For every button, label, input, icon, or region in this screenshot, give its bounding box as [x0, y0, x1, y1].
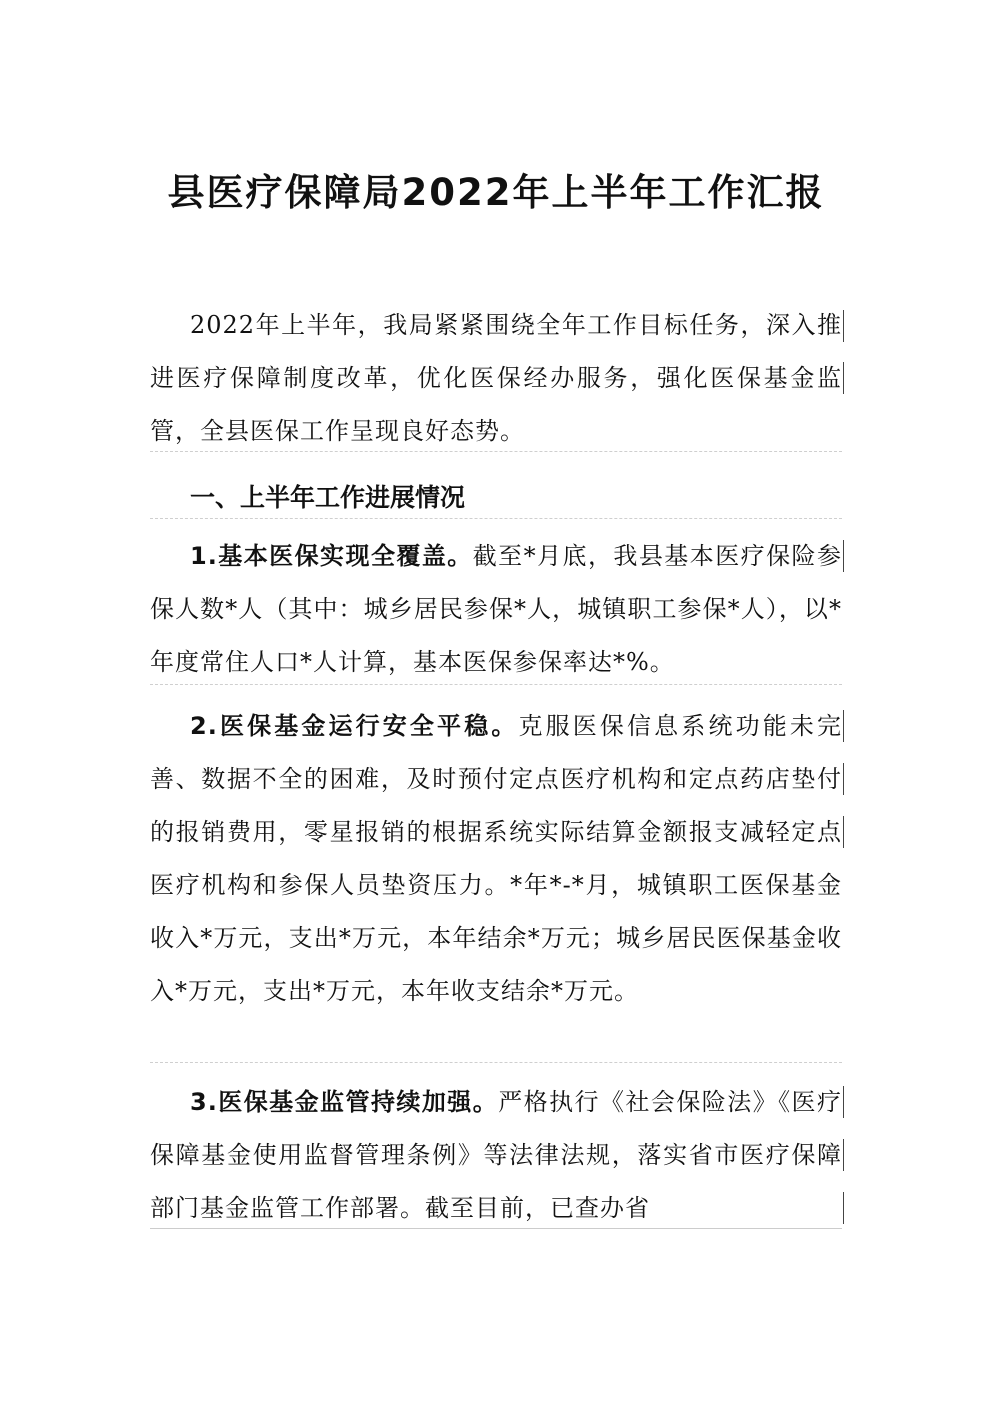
item-2-lead: 2.医保基金运行安全平稳。: [190, 712, 519, 740]
page-title: 县医疗保障局2022年上半年工作汇报: [167, 171, 825, 214]
line-separator: [150, 1062, 842, 1063]
section-heading: 一、上半年工作进展情况: [190, 483, 466, 512]
line-separator: [150, 684, 842, 685]
item-3-text: 严格执行《社会保险法》《医疗保障基金使用监督管理条例》等法律法规，落实省市医疗保障部门基金监管工作部署。截至目前，已查办省: [150, 1088, 842, 1222]
margin-marker: [843, 1192, 844, 1224]
item-1-lead: 1.基本医保实现全覆盖。: [190, 542, 473, 570]
page-bottom-rule: [150, 1228, 842, 1229]
line-separator: [150, 451, 842, 452]
line-separator: [150, 518, 842, 519]
margin-marker: [843, 362, 844, 394]
item-2-text: 克服医保信息系统功能未完善、数据不全的困难，及时预付定点医疗机构和定点药店垫付的报销费用，零星报销的根据系统实际结算金额报支减轻定点医疗机构和参保人员垫资压力。*年*-*月，城镇职工医保基金收入*万元，支出*万元，本年结余*万元；城乡居民医保基金收入*万元，支出*万元，本年收支结余*万元。: [150, 712, 843, 1005]
item-3-lead: 3.医保基金监管持续加强。: [190, 1088, 499, 1116]
margin-marker: [843, 710, 844, 742]
margin-marker: [843, 816, 844, 848]
intro-paragraph: 2022年上半年，我局紧紧围绕全年工作目标任务，深入推进医疗保障制度改革，优化医保经办服务，强化医保基金监管，全县医保工作呈现良好态势。: [150, 311, 842, 445]
item-2-paragraph: [150, 700, 842, 1018]
margin-marker: [843, 1086, 844, 1118]
margin-marker: [843, 540, 844, 572]
item-1-paragraph: [150, 530, 842, 689]
margin-marker: [843, 763, 844, 795]
item-1-text: 截至*月底，我县基本医疗保险参保人数*人（其中：城乡居民参保*人，城镇职工参保*人），以*年度常住人口*人计算，基本医保参保率达*%。: [150, 542, 842, 676]
margin-marker: [843, 310, 844, 342]
margin-marker: [843, 1139, 844, 1171]
item-3-paragraph: [150, 1076, 842, 1235]
